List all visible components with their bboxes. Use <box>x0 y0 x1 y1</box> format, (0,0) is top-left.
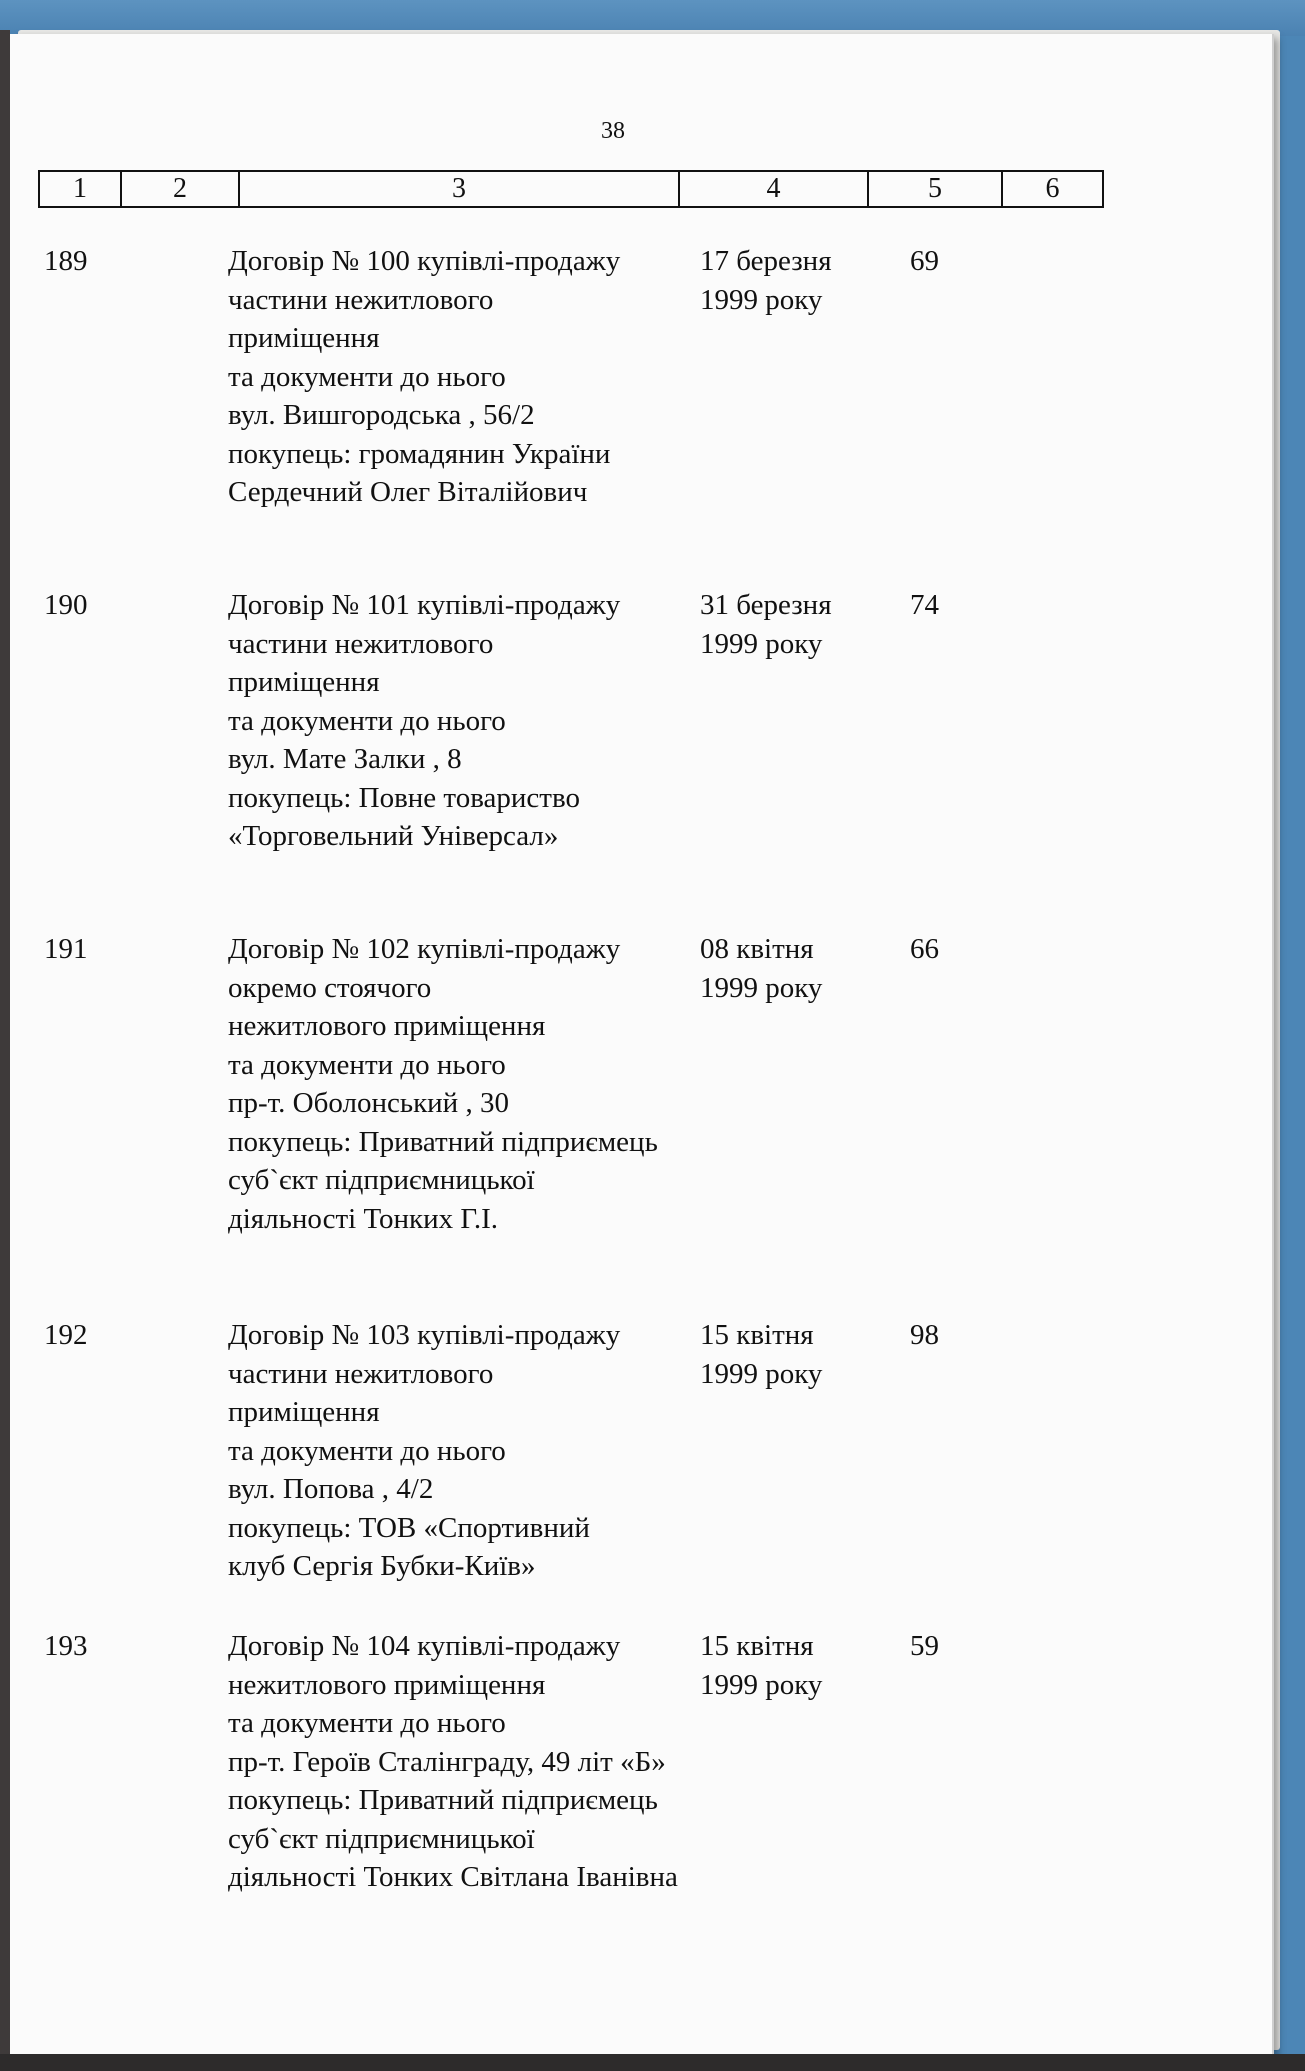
entry-description <box>228 1627 748 1897</box>
entry-date <box>700 1316 880 1393</box>
entry-description <box>228 1316 748 1586</box>
date-line: 1999 року <box>700 1668 823 1701</box>
desc-line: та документи до нього <box>228 1434 506 1467</box>
entry-number: 191 <box>44 933 88 965</box>
desc-line: Договір № 100 купівлі-продажу <box>228 245 621 277</box>
desc-line: пр-т. Оболонський , 30 <box>228 1087 509 1119</box>
date-line: 1999 року <box>700 283 823 316</box>
entry-description <box>228 586 748 856</box>
desc-line: покупець: Приватний підприємець <box>228 1125 658 1158</box>
entry-number: 189 <box>44 245 88 277</box>
date-line: 31 березня <box>700 589 832 621</box>
desc-line: нежитлового приміщення <box>228 1010 546 1042</box>
entry-pages: 59 <box>910 1630 939 1662</box>
desc-line: Договір № 103 купівлі-продажу <box>228 1319 621 1351</box>
entry-description <box>228 242 748 512</box>
desc-line: нежитлового приміщення <box>228 1668 546 1701</box>
desc-line: приміщення <box>228 666 380 698</box>
page-left-shadow <box>0 30 10 2071</box>
desc-line: покупець: ТОВ «Спортивний <box>228 1511 590 1544</box>
entry-date <box>700 586 880 663</box>
entry-pages: 66 <box>910 933 939 965</box>
entry-number: 192 <box>44 1319 88 1351</box>
column-header-table <box>38 170 1104 208</box>
entry-date <box>700 242 880 319</box>
desc-line: суб`єкт підприємницької <box>228 1164 535 1196</box>
entry-date <box>700 1627 880 1704</box>
entry-description <box>228 930 748 1238</box>
desc-line: суб`єкт підприємницької <box>228 1822 535 1855</box>
desc-line: частини нежитлового <box>228 627 494 660</box>
desc-line: вул. Попова , 4/2 <box>228 1473 434 1505</box>
entry-pages: 69 <box>910 245 939 277</box>
desc-line: та документи до нього <box>228 360 506 393</box>
page-bottom-shadow <box>0 2054 1305 2071</box>
desc-line: пр-т. Героїв Сталінграду, 49 літ «Б» <box>228 1745 666 1778</box>
desc-line: та документи до нього <box>228 1707 506 1739</box>
desc-line: частини нежитлового <box>228 283 494 316</box>
header-col-5: 5 <box>869 172 1003 206</box>
desc-line: покупець: громадянин України <box>228 437 611 470</box>
header-col-1: 1 <box>40 172 122 206</box>
desc-line: «Торговельний Універсал» <box>228 820 559 852</box>
desc-line: приміщення <box>228 1396 380 1428</box>
desc-line: окремо стоячого <box>228 971 432 1004</box>
date-line: 1999 року <box>700 627 823 660</box>
desc-line: Договір № 101 купівлі-продажу <box>228 589 621 621</box>
desc-line: покупець: Приватний підприємець <box>228 1784 658 1816</box>
entry-date <box>700 930 880 1007</box>
desc-line: Договір № 102 купівлі-продажу <box>228 933 621 965</box>
page-number: 38 <box>601 118 625 144</box>
entry-number: 190 <box>44 589 88 621</box>
desc-line: клуб Сергія Бубки-Київ» <box>228 1550 536 1582</box>
date-line: 08 квітня <box>700 933 814 965</box>
desc-line: діяльності Тонких Г.І. <box>228 1202 499 1235</box>
date-line: 15 квітня <box>700 1630 814 1662</box>
desc-line: приміщення <box>228 322 380 354</box>
header-col-4: 4 <box>680 172 869 206</box>
desc-line: покупець: Повне товариство <box>228 781 580 814</box>
date-line: 1999 року <box>700 1357 823 1390</box>
header-col-3: 3 <box>240 172 680 206</box>
desc-line: та документи до нього <box>228 1048 506 1081</box>
desc-line: вул. Мате Залки , 8 <box>228 743 462 775</box>
desc-line: вул. Вишгородська , 56/2 <box>228 399 535 431</box>
desc-line: частини нежитлового <box>228 1357 494 1390</box>
entry-pages: 74 <box>910 589 939 621</box>
desc-line: Договір № 104 купівлі-продажу <box>228 1630 621 1662</box>
entry-number: 193 <box>44 1630 88 1662</box>
date-line: 17 березня <box>700 245 832 277</box>
desc-line: Сердечний Олег Віталійович <box>228 476 588 508</box>
header-col-6: 6 <box>1045 173 1060 204</box>
desc-line: та документи до нього <box>228 704 506 737</box>
date-line: 1999 року <box>700 971 823 1004</box>
entry-pages: 98 <box>910 1319 939 1351</box>
date-line: 15 квітня <box>700 1319 814 1351</box>
header-col-2: 2 <box>122 172 240 206</box>
desc-line: діяльності Тонких Світлана Іванівна <box>228 1861 678 1893</box>
